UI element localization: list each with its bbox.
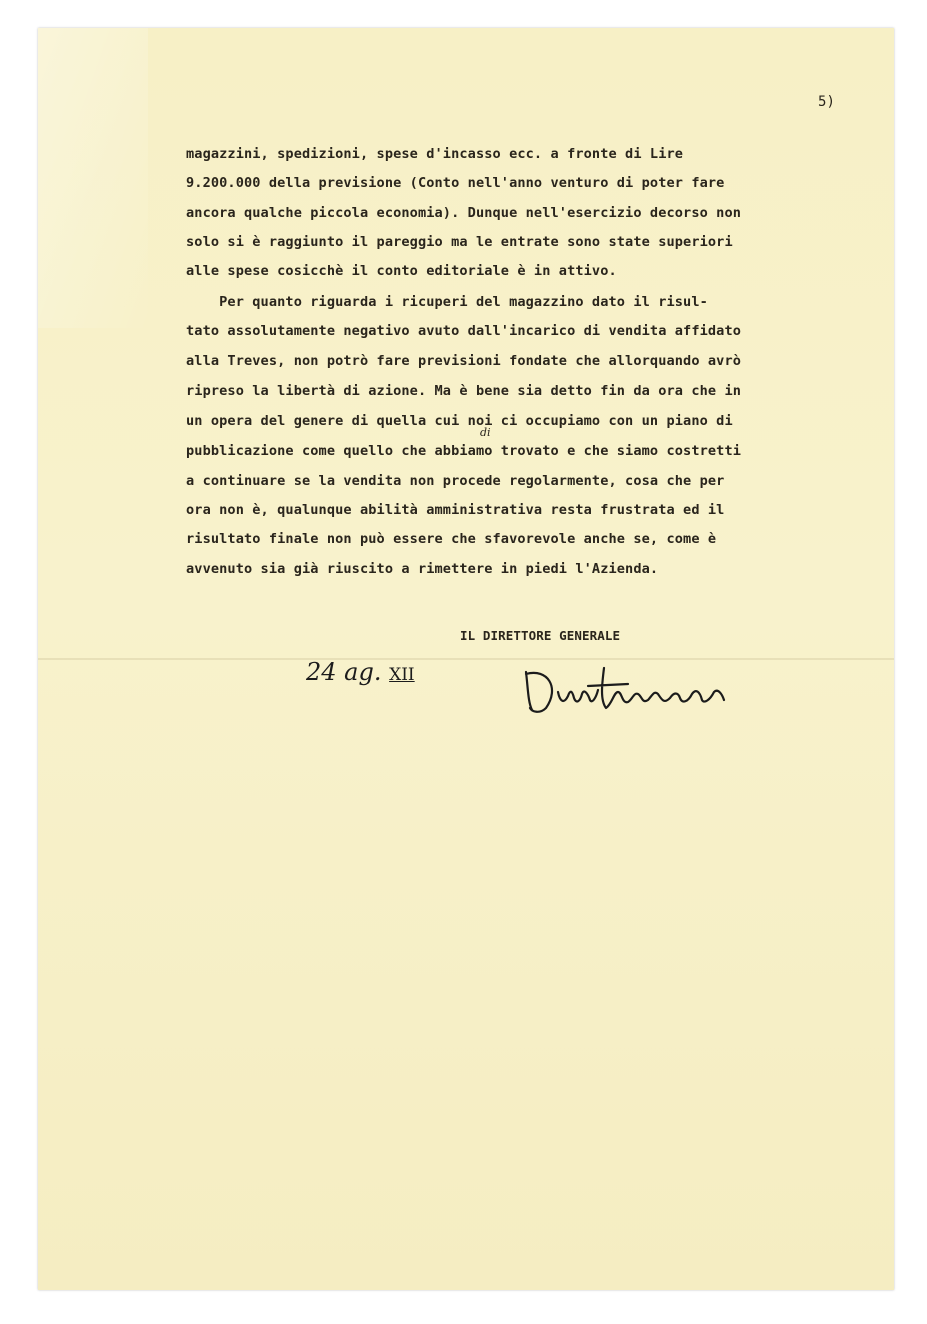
text-line: ripreso la libertà di azione. Ma è bene sia detto fin da ora che in	[186, 383, 742, 399]
text-line: solo si è raggiunto il pareggio ma le entrate sono state superiori	[186, 234, 733, 250]
text-line: a continuare se la vendita non procede regolarmente, cosa che per	[186, 473, 725, 489]
text-line: un opera del genere di quella cui noi ci occupiamo con un piano di	[186, 413, 733, 429]
signature-title: IL DIRETTORE GENERALE	[460, 628, 621, 643]
handwritten-signature	[518, 658, 748, 718]
document-page	[38, 28, 894, 1290]
text-line: avvenuto sia già riuscito a rimettere in piedi l'Azienda.	[186, 561, 659, 577]
text-line: pubblicazione come quello che abbiamo trovato e che siamo costretti	[186, 443, 742, 459]
text-line: ancora qualche piccola economia). Dunque nell'esercizio decorso non	[186, 205, 742, 221]
handwritten-date	[306, 658, 415, 686]
text-line: alle spese cosicchè il conto editoriale è in attivo.	[186, 263, 617, 279]
text-line: alla Treves, non potrò fare previsioni fondate che allorquando avrò	[186, 353, 742, 369]
text-line: ora non è, qualunque abilità amministrativa resta frustrata ed il	[186, 502, 725, 518]
text-line: tato assolutamente negativo avuto dall'incarico di vendita affidato	[186, 323, 742, 339]
interlinear-correction: di	[480, 426, 491, 439]
text-line: Per quanto riguarda i ricuperi del magazzino dato il risul-	[186, 294, 708, 310]
paper-crease	[38, 28, 148, 328]
page-number: 5)	[818, 94, 836, 110]
handwritten-date-main: 24 ag.	[306, 658, 390, 686]
text-line: risultato finale non può essere che sfavorevole anche se, come è	[186, 531, 717, 547]
text-line: 9.200.000 della previsione (Conto nell'anno venturo di poter fare	[186, 175, 725, 191]
fold-line	[38, 658, 894, 660]
text-line: magazzini, spedizioni, spese d'incasso ecc. a fronte di Lire	[186, 146, 684, 162]
handwritten-date-year: XII	[389, 665, 415, 685]
